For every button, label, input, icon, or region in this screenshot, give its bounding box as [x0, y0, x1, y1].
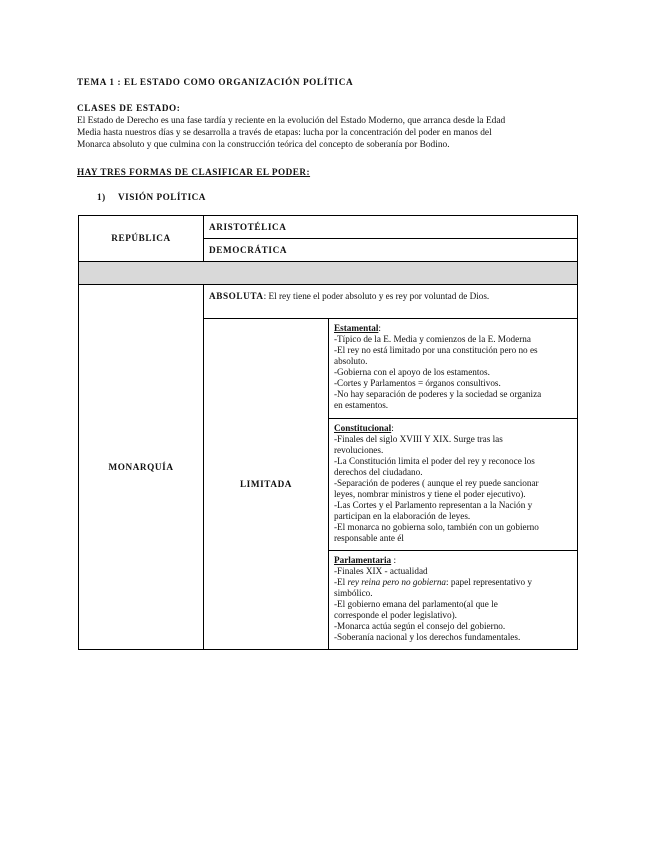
constitucional-heading: Constitucional — [334, 423, 392, 433]
heading-colon: : — [391, 423, 394, 433]
paragraph-line: Media hasta nuestros días y se desarrolla a través de etapas: lucha por la concentración del poder en manos del — [77, 128, 492, 138]
section-subtitle: CLASES DE ESTADO: — [77, 103, 181, 113]
section-number: 1) — [97, 192, 106, 202]
constitucional-line: revoluciones. — [334, 445, 384, 455]
constitucional-line: -Finales del siglo XVIII Y XIX. Surge tras las — [334, 434, 503, 444]
paragraph-line: Monarca absoluto y que culmina con la construcción teórica del concepto de soberanía por Bodino. — [77, 140, 450, 150]
constitucional-line: -Las Cortes y el Parlamento representan a la Nación y — [334, 500, 533, 510]
democratica-cell — [203, 238, 578, 262]
parlamentaria-heading: Parlamentaria — [334, 555, 392, 565]
estamental-heading: Estamental — [334, 323, 379, 333]
line-suffix: : papel representativo y — [446, 577, 533, 587]
constitucional-line: leyes, nombrar ministros y tiene el poder ejecutivo). — [334, 489, 526, 499]
paragraph-line: El Estado de Derecho es una fase tardía y reciente en la evolución del Estado Moderno, que arranca desde la Edad — [77, 116, 506, 126]
absoluta-text: : El rey tiene el poder absoluto y es rey por voluntad de Dios. — [263, 291, 490, 301]
republica-label: REPÚBLICA — [111, 233, 171, 243]
estamental-line: -Cortes y Parlamentos = órganos consultivos. — [334, 378, 501, 388]
parlamentaria-line: -Soberanía nacional y los derechos fundamentales. — [334, 632, 521, 642]
democratica-label: DEMOCRÁTICA — [209, 245, 288, 255]
classification-table — [78, 215, 578, 650]
section-title: VISIÓN POLÍTICA — [118, 192, 206, 202]
absoluta-label: ABSOLUTA — [209, 291, 264, 301]
parlamentaria-cell — [328, 550, 578, 650]
monarquia-label: MONARQUÍA — [108, 461, 174, 472]
limitada-cell — [203, 318, 329, 650]
estamental-line: absoluto. — [334, 356, 368, 366]
constitucional-line: participan en la elaboración de leyes. — [334, 511, 471, 521]
parlamentaria-line: -Monarca actúa según el consejo del gobierno. — [334, 621, 506, 631]
monarquia-cell — [78, 284, 204, 650]
parlamentaria-line: corresponde el poder legislativo). — [334, 610, 457, 620]
estamental-line: -Típico de la E. Media y comienzos de la E. Moderna — [334, 334, 531, 344]
section-heading — [97, 192, 206, 203]
estamental-line: -Gobierna con el apoyo de los estamentos. — [334, 367, 490, 377]
parlamentaria-line: -Finales XIX - actualidad — [334, 566, 428, 576]
intro-paragraph — [77, 115, 567, 151]
parlamentaria-line: -El gobierno emana del parlamento(al que le — [334, 599, 498, 609]
italic-phrase: rey reina pero no gobierna — [347, 577, 447, 587]
aristotelica-cell — [203, 215, 578, 239]
constitucional-line: -La Constitución limita el poder del rey y reconoce los — [334, 456, 535, 466]
estamental-line: -No hay separación de poderes y la sociedad se organiza — [334, 389, 542, 399]
estamental-line: en estamentos. — [334, 400, 389, 410]
constitucional-line: derechos del ciudadano. — [334, 467, 423, 477]
constitucional-line: -El monarca no gobierna solo, también con un gobierno — [334, 522, 539, 532]
constitucional-line: responsable ante él — [334, 533, 404, 543]
table-separator-row — [78, 261, 578, 285]
estamental-cell — [328, 318, 578, 419]
document-title: TEMA 1 : EL ESTADO COMO ORGANIZACIÓN POLÍTICA — [77, 77, 354, 87]
parlamentaria-line — [334, 577, 572, 588]
estamental-line: -El rey no está limitado por una constitución pero no es — [334, 345, 538, 355]
line-prefix: -El — [334, 577, 348, 587]
forms-heading: HAY TRES FORMAS DE CLASIFICAR EL PODER: — [77, 167, 311, 177]
limitada-label: LIMITADA — [239, 478, 293, 489]
republica-cell — [78, 215, 204, 262]
constitucional-cell — [328, 418, 578, 551]
absoluta-cell — [203, 284, 578, 319]
parlamentaria-line: simbólico. — [334, 588, 373, 598]
constitucional-line: -Separación de poderes ( aunque el rey puede sancionar — [334, 478, 539, 488]
heading-colon: : — [378, 323, 381, 333]
heading-colon: : — [391, 555, 397, 565]
aristotelica-label: ARISTOTÉLICA — [209, 222, 287, 232]
